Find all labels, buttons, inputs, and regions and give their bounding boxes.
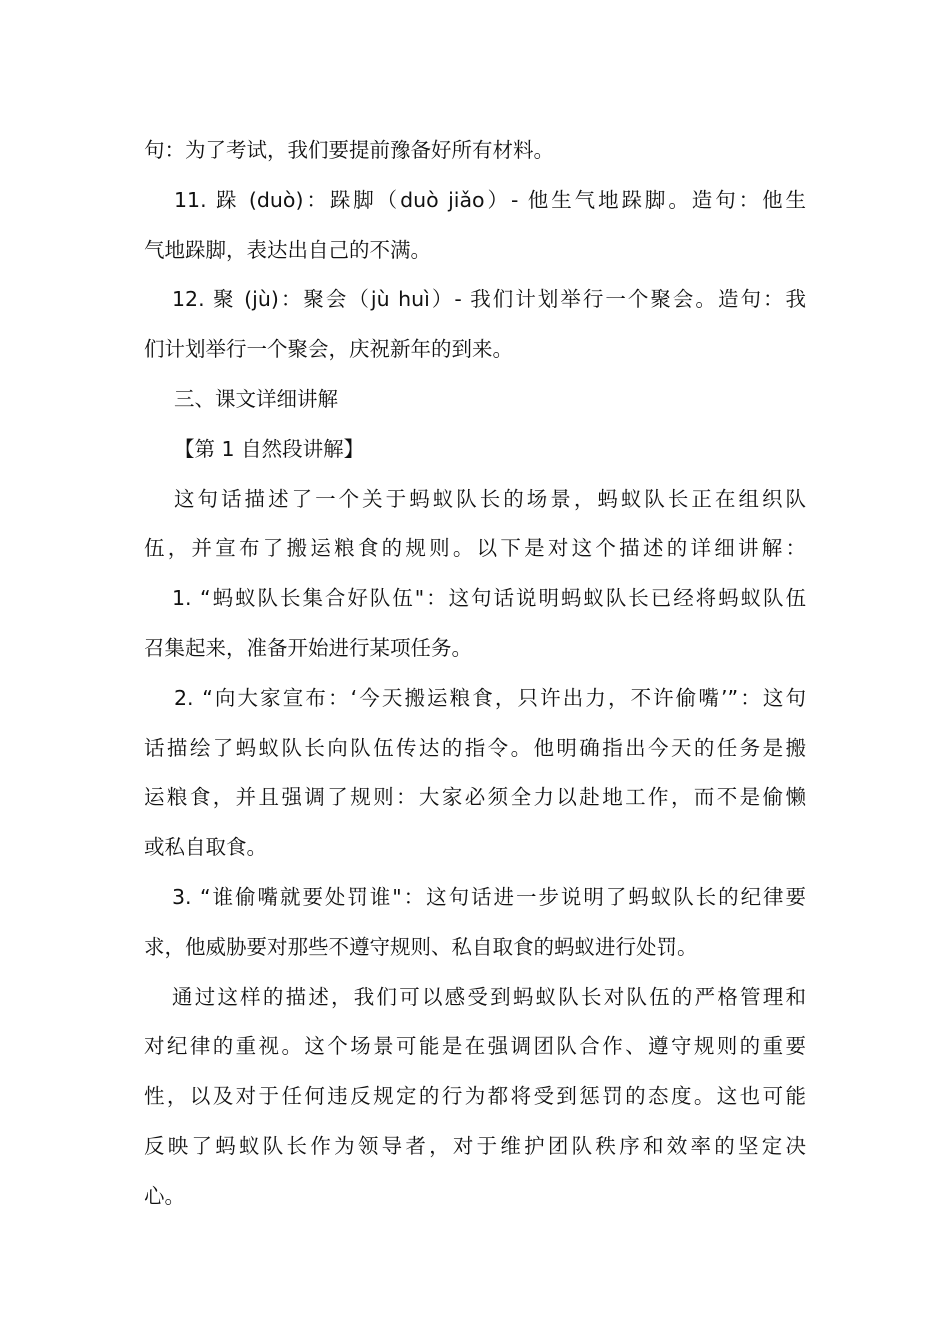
text-line: 句：为了考试，我们要提前豫备好所有材料。: [144, 138, 554, 162]
subsection-heading: 【第 1 自然段讲解】: [174, 436, 365, 461]
text-line: 话描绘了蚂蚁队长向队伍传达的指令。他明确指出今天的任务是搬: [144, 735, 806, 760]
text-line: 求，他威胁要对那些不遵守规则、私自取食的蚂蚁进行处罚。: [144, 934, 698, 959]
text-line: 对纪律的重视。这个场景可能是在强调团队合作、遵守规则的重要: [144, 1034, 806, 1059]
document-body: [144, 126, 806, 1222]
text-line: 气地跺脚，表达出自己的不满。: [144, 237, 431, 262]
text-line: 反映了蚂蚁队长作为领导者，对于维护团队秩序和效率的坚定决: [144, 1133, 806, 1158]
text-line: 性，以及对于任何违反规定的行为都将受到惩罚的态度。这也可能: [144, 1084, 806, 1109]
section-heading: 三、课文详细讲解: [174, 386, 338, 411]
text-line: 3. “谁偷嘴就要处罚谁"：这句话进一步说明了蚂蚁队长的纪律要: [172, 884, 806, 909]
text-line: 这句话描述了一个关于蚂蚁队长的场景，蚂蚁队长正在组织队: [174, 486, 806, 511]
text-line: 或私自取食。: [144, 835, 267, 860]
text-line: 召集起来，准备开始进行某项任务。: [144, 635, 472, 660]
text-line: 运粮食，并且强调了规则：大家必须全力以赴地工作，而不是偷懒: [144, 785, 806, 810]
text-line: 伍，并宣布了搬运粮食的规则。以下是对这个描述的详细讲解：: [144, 536, 806, 561]
text-line: 11. 跺 (duò)：跺脚（duò jiǎo）- 他生气地跺脚。造句：他生: [174, 187, 806, 212]
text-line: 1. “蚂蚁队长集合好队伍"：这句话说明蚂蚁队长已经将蚂蚁队伍: [172, 586, 806, 611]
text-line: 12. 聚 (jù)：聚会（jù huì）- 我们计划举行一个聚会。造句：我: [172, 287, 806, 312]
text-line: 通过这样的描述，我们可以感受到蚂蚁队长对队伍的严格管理和: [172, 984, 806, 1009]
text-line: 们计划举行一个聚会，庆祝新年的到来。: [144, 337, 513, 362]
text-line: 2. “向大家宣布：‘今天搬运粮食，只许出力，不许偷嘴’”：这句: [174, 685, 806, 710]
text-line: 心。: [144, 1183, 185, 1208]
